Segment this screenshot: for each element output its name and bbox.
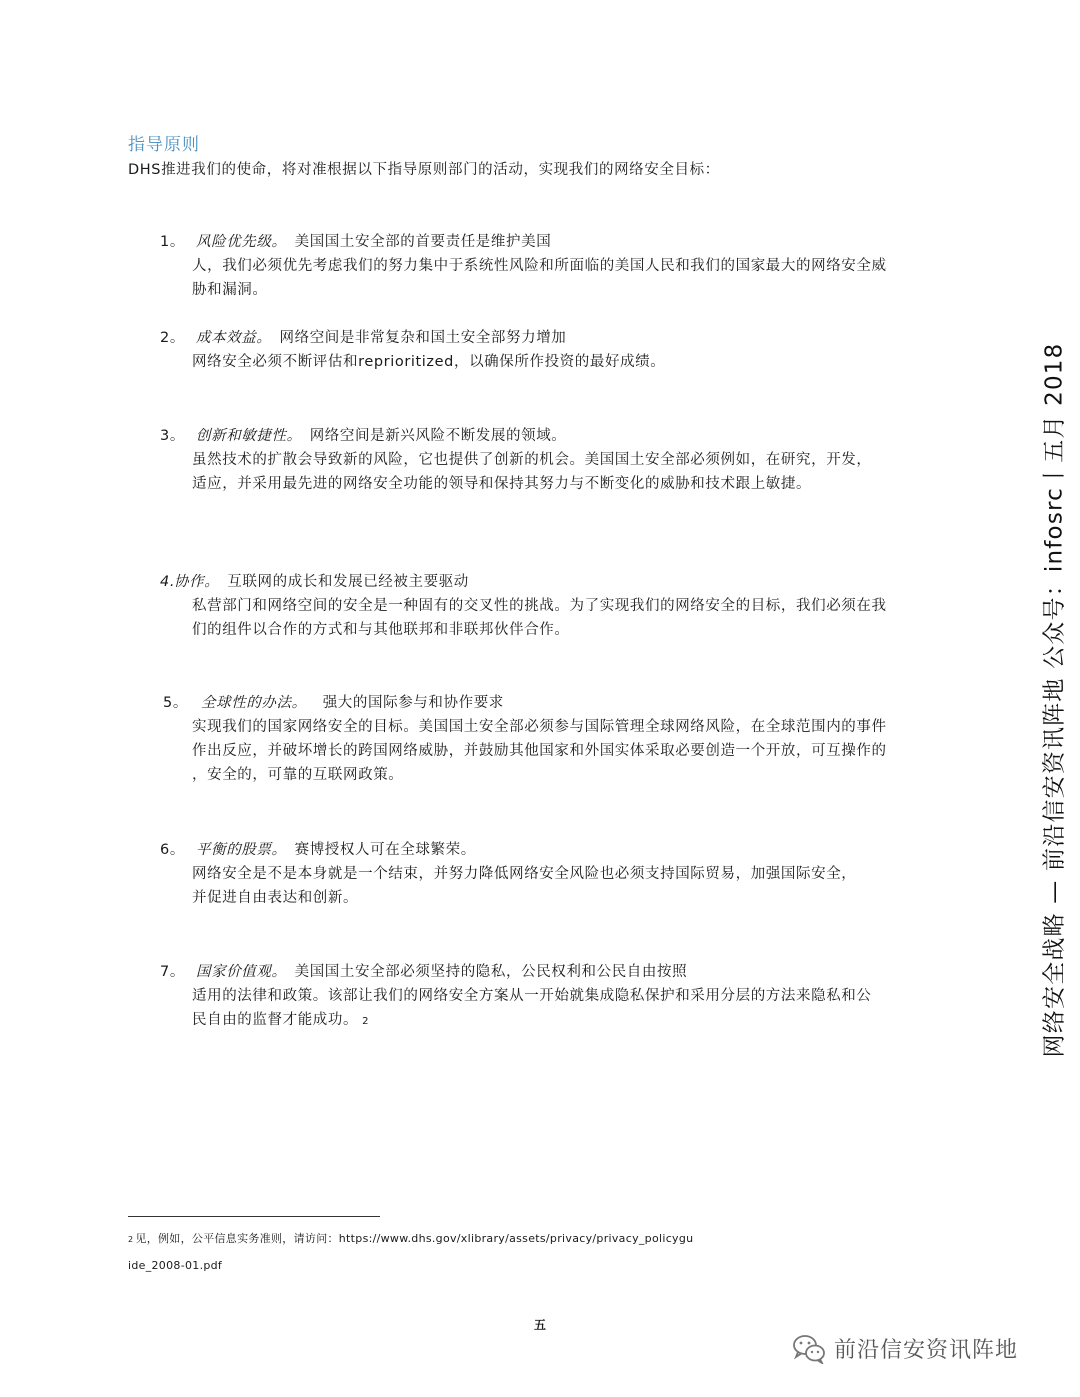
- principle-number: 4.: [160, 574, 176, 590]
- principle-name: 全球性的办法。: [201, 695, 307, 711]
- section-heading: 指导原则: [128, 135, 200, 155]
- principle-number: 7。: [160, 964, 185, 980]
- principle-4: [160, 570, 960, 642]
- principle-body-line: 们的组件以合作的方式和与其他联邦和非联邦伙伴合作。: [192, 622, 570, 638]
- page-number: 五: [534, 1318, 547, 1332]
- principle-1: [160, 230, 960, 302]
- vertical-side-title: 网络安全战略 — 前沿信安资讯阵地 公众号：infosrc丨五月 2018: [1041, 342, 1068, 1058]
- principle-lead: 网络空间是非常复杂和国土安全部努力增加: [279, 330, 567, 346]
- principle-name: 协作。: [174, 574, 220, 590]
- principle-5: [163, 691, 963, 787]
- principle-body-line: 私营部门和网络空间的安全是一种固有的交叉性的挑战。为了实现我们的网络安全的目标，我们必须在我: [192, 598, 887, 614]
- watermark: [792, 1333, 1018, 1364]
- principle-lead: 美国国土安全部必须坚持的隐私，公民权利和公民自由按照: [294, 964, 688, 980]
- principle-number: 3。: [160, 428, 185, 444]
- footnote-text-continued: ide_2008-01.pdf: [128, 1259, 223, 1272]
- principle-lead: 互联网的成长和发展已经被主要驱动: [227, 574, 469, 590]
- principle-body-line: 胁和漏洞。: [192, 282, 268, 298]
- principle-body-line: 虽然技术的扩散会导致新的风险，它也提供了创新的机会。美国国土安全部必须例如，在研究，开发，: [192, 452, 872, 468]
- principle-6: [160, 838, 960, 910]
- principle-number: 5。: [163, 695, 188, 711]
- footnote-reference[interactable]: 2: [362, 1016, 370, 1027]
- principle-lead: 网络空间是新兴风险不断发展的领域。: [309, 428, 567, 444]
- principle-7: [160, 960, 960, 1034]
- principle-body-line: 人，我们必须优先考虑我们的努力集中于系统性风险和所面临的美国人民和我们的国家最大的网络安全威: [192, 258, 887, 274]
- principle-number: 6。: [160, 842, 185, 858]
- principle-number: 2。: [160, 330, 185, 346]
- principle-body-line: 并促进自由表达和创新。: [192, 890, 359, 906]
- principle-name: 成本效益。: [196, 330, 272, 346]
- principle-body-line: 民自由的监督才能成功。 2: [192, 1012, 370, 1028]
- principle-body-line: 作出反应，并破坏增长的跨国网络威胁，并鼓励其他国家和外国实体采取必要创造一个开放，可互操作的: [192, 743, 887, 759]
- principle-body-line: 网络安全是不是本身就是一个结束，并努力降低网络安全风险也必须支持国际贸易，加强国际安全，: [192, 866, 857, 882]
- principle-name: 创新和敏捷性。: [196, 428, 302, 444]
- footnote-mark: 2: [128, 1235, 134, 1244]
- principle-name: 国家价值观。: [196, 964, 287, 980]
- principle-body-line: 网络安全必须不断评估和reprioritized，以确保所作投资的最好成绩。: [192, 354, 666, 370]
- principle-3: [160, 424, 960, 496]
- footnote: [128, 1226, 693, 1279]
- principle-body-line: 实现我们的国家网络安全的目标。美国国土安全部必须参与国际管理全球网络风险，在全球范围内的事件: [192, 719, 887, 735]
- principle-2: [160, 326, 960, 374]
- intro-paragraph: DHS推进我们的使命，将对准根据以下指导原则部门的活动，实现我们的网络安全目标：: [128, 162, 720, 178]
- principle-body-line: ，安全的，可靠的互联网政策。: [192, 767, 404, 783]
- footnote-text: 见，例如，公平信息实务准则，请访问：https://www.dhs.gov/xlibrary/assets/privacy/privacy_policygu: [135, 1232, 694, 1245]
- principle-body-line: 适应，并采用最先进的网络安全功能的领导和保持其努力与不断变化的威胁和技术跟上敏捷。: [192, 476, 812, 492]
- wechat-icon: [792, 1334, 826, 1364]
- principle-lead: 赛博授权人可在全球繁荣。: [294, 842, 476, 858]
- watermark-text: 前沿信安资讯阵地: [834, 1338, 1019, 1363]
- principle-lead: 美国国土安全部的首要责任是维护美国: [294, 234, 552, 250]
- principle-body-line: 适用的法律和政策。该部让我们的网络安全方案从一开始就集成隐私保护和采用分层的方法来隐私和公: [192, 988, 872, 1004]
- principle-number: 1。: [160, 234, 185, 250]
- principle-name: 平衡的股票。: [196, 842, 287, 858]
- principle-lead: 强大的国际参与和协作要求: [322, 695, 504, 711]
- footnote-divider: [128, 1216, 380, 1217]
- principle-name: 风险优先级。: [196, 234, 287, 250]
